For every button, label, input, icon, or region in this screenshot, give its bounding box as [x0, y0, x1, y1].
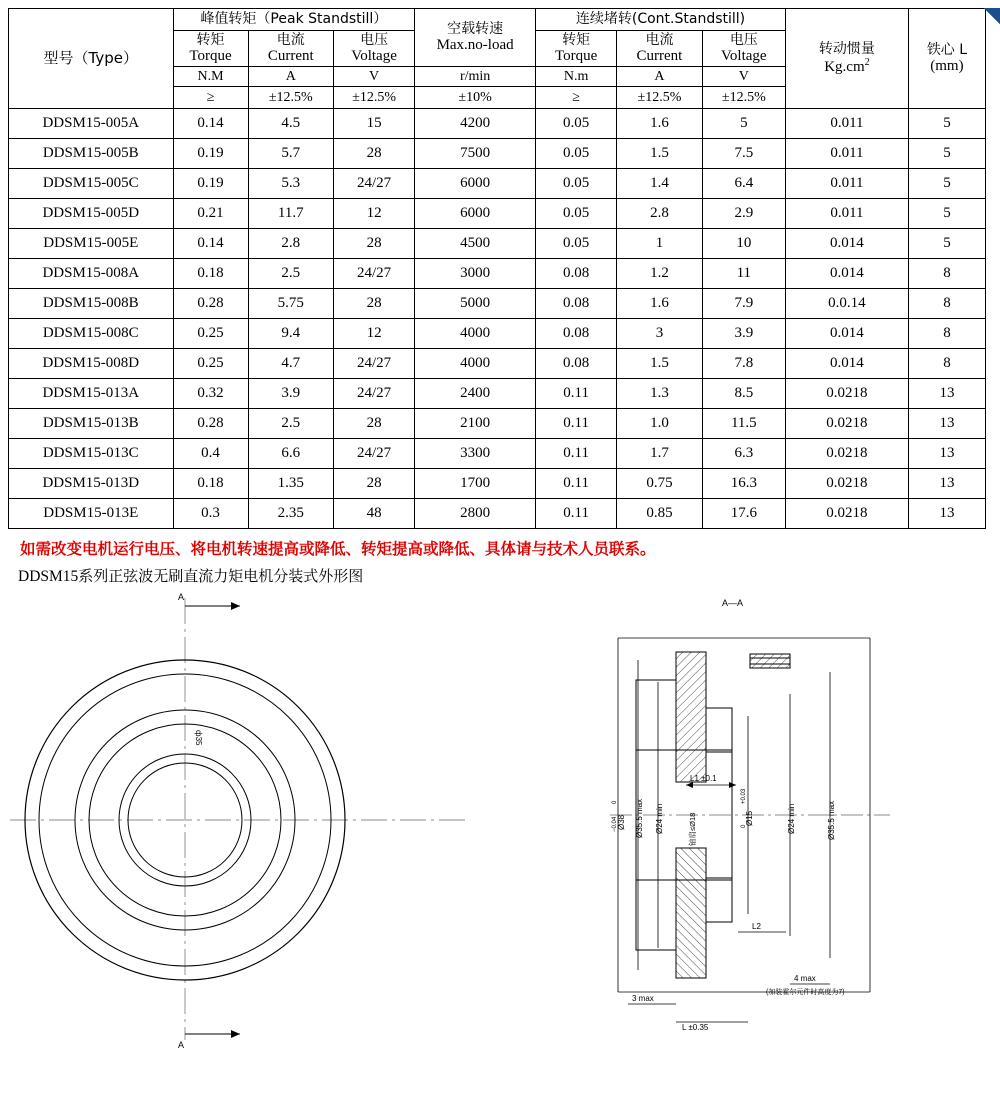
cell-pt: 0.19 — [173, 139, 248, 169]
cell-cc: 1.6 — [617, 109, 702, 139]
cell-cc: 1.0 — [617, 409, 702, 439]
cell-L: 13 — [908, 439, 985, 469]
dim-4max: 4 max — [794, 974, 816, 984]
cell-pv: 28 — [333, 139, 414, 169]
cell-ct: 0.11 — [536, 439, 617, 469]
cell-nl: 6000 — [415, 169, 536, 199]
cell-pc: 5.75 — [248, 289, 333, 319]
cell-cv: 8.5 — [702, 379, 785, 409]
cell-j: 0.014 — [785, 259, 908, 289]
section-view-svg — [490, 590, 990, 1060]
header-cont-torque-en: Torque — [554, 48, 598, 65]
dim-d15: Ø15 — [745, 811, 754, 827]
cell-pt: 0.28 — [173, 289, 248, 319]
cell-j: 0.011 — [785, 109, 908, 139]
cell-pc: 5.3 — [248, 169, 333, 199]
cell-L: 8 — [908, 319, 985, 349]
table-row — [9, 469, 986, 499]
cell-pc: 2.8 — [248, 229, 333, 259]
cell-nl: 3300 — [415, 439, 536, 469]
cell-nl: 2800 — [415, 499, 536, 529]
cell-L: 13 — [908, 409, 985, 439]
cell-pt: 0.28 — [173, 409, 248, 439]
cell-pt: 0.14 — [173, 229, 248, 259]
cell-ct: 0.05 — [536, 199, 617, 229]
header-inertia — [785, 9, 908, 109]
cell-j: 0.0218 — [785, 499, 908, 529]
dim-shaft-shoulder: 铀肩≤Ø18 — [688, 813, 697, 847]
header-core-cn: 铁心 L — [926, 42, 968, 58]
cell-pc: 2.5 — [248, 259, 333, 289]
cell-pt: 0.4 — [173, 439, 248, 469]
red-note: 如需改变电机运行电压、将电机转速提高或降低、转矩提高或降低、具体请与技术人员联系。 — [20, 540, 656, 559]
header-noload-group — [415, 9, 536, 67]
figure-caption — [18, 565, 1000, 586]
cell-type: DDSM15-013A — [9, 379, 174, 409]
dim-3max: 3 max — [632, 994, 654, 1004]
cell-ct: 0.05 — [536, 109, 617, 139]
cell-pc: 2.5 — [248, 409, 333, 439]
header-peak-voltage — [333, 31, 414, 67]
header-cont-torque — [536, 31, 617, 67]
dim-d24-min-right: Ø24 min — [787, 804, 796, 835]
cell-pv: 24/27 — [333, 379, 414, 409]
cell-type: DDSM15-008D — [9, 349, 174, 379]
header-cont-current — [617, 31, 702, 67]
cell-L: 5 — [908, 109, 985, 139]
cell-cc: 0.75 — [617, 469, 702, 499]
cell-cv: 16.3 — [702, 469, 785, 499]
dim-d355-max-left: Ø35.5 max — [635, 799, 644, 839]
cell-type: DDSM15-008A — [9, 259, 174, 289]
caption-cn: 系列正弦波无刷直流力矩电机分装式外形图 — [78, 567, 364, 586]
unit-peak-voltage: V — [333, 67, 414, 87]
header-inertia-cn: 转动惯量 — [818, 41, 875, 57]
cell-cc: 1.5 — [617, 349, 702, 379]
header-cont-group: 连续堵转(Cont.Standstill) — [536, 9, 786, 31]
document-page — [0, 8, 1000, 1106]
header-peak-torque-cn: 转矩 — [196, 32, 225, 48]
cell-L: 8 — [908, 349, 985, 379]
cell-type: DDSM15-005A — [9, 109, 174, 139]
dim-d15-tol-top: +0.03 — [741, 789, 747, 805]
cell-ct: 0.11 — [536, 409, 617, 439]
cell-ct: 0.05 — [536, 139, 617, 169]
cell-pv: 24/27 — [333, 349, 414, 379]
cell-pv: 28 — [333, 469, 414, 499]
table-row — [9, 289, 986, 319]
cell-cc: 1 — [617, 229, 702, 259]
cell-ct: 0.05 — [536, 229, 617, 259]
cell-ct: 0.08 — [536, 319, 617, 349]
cell-cc: 1.4 — [617, 169, 702, 199]
cell-pt: 0.32 — [173, 379, 248, 409]
cell-ct: 0.11 — [536, 499, 617, 529]
cell-L: 13 — [908, 469, 985, 499]
table-row — [9, 409, 986, 439]
header-cont-torque-cn: 转矩 — [562, 32, 591, 48]
cell-cv: 10 — [702, 229, 785, 259]
tol-noload: ±10% — [415, 87, 536, 109]
header-noload-cn: 空载转速 — [447, 21, 504, 37]
cell-pt: 0.25 — [173, 349, 248, 379]
header-peak-torque-en: Torque — [189, 48, 232, 65]
cell-pt: 0.14 — [173, 109, 248, 139]
cell-nl: 1700 — [415, 469, 536, 499]
cell-cv: 7.5 — [702, 139, 785, 169]
cell-L: 5 — [908, 139, 985, 169]
cell-pt: 0.19 — [173, 169, 248, 199]
cell-j: 0.0218 — [785, 469, 908, 499]
cell-pt: 0.18 — [173, 259, 248, 289]
cell-pc: 11.7 — [248, 199, 333, 229]
cell-j: 0.011 — [785, 139, 908, 169]
dim-d38-tol-bot: −0.04 — [612, 817, 618, 833]
cell-ct: 0.08 — [536, 289, 617, 319]
section-title: A—A — [722, 598, 744, 609]
cell-j: 0.011 — [785, 199, 908, 229]
table-row — [9, 229, 986, 259]
header-peak-current-en: Current — [267, 48, 314, 65]
header-cont-current-cn: 电流 — [645, 32, 674, 48]
header-cont-voltage — [702, 31, 785, 67]
cell-pv: 24/27 — [333, 439, 414, 469]
unit-cont-current: A — [617, 67, 702, 87]
header-peak-current — [248, 31, 333, 67]
unit-peak-torque: N.M — [173, 67, 248, 87]
table-row — [9, 139, 986, 169]
cell-ct: 0.08 — [536, 259, 617, 289]
header-peak-torque — [173, 31, 248, 67]
cell-cc: 1.5 — [617, 139, 702, 169]
cell-cv: 6.3 — [702, 439, 785, 469]
tol-peak-voltage: ±12.5% — [333, 87, 414, 109]
table-row — [9, 259, 986, 289]
table-row — [9, 349, 986, 379]
front-view-svg — [0, 590, 480, 1060]
cell-type: DDSM15-013C — [9, 439, 174, 469]
cell-pv: 15 — [333, 109, 414, 139]
cell-nl: 4200 — [415, 109, 536, 139]
header-core — [908, 9, 985, 109]
cell-nl: 3000 — [415, 259, 536, 289]
header-cont-voltage-cn: 电压 — [729, 32, 758, 48]
dim-l1: L1 ±0.1 — [690, 774, 717, 784]
dim-l-total: L ±0.35 — [682, 1023, 709, 1033]
dim-d15-tol-bot: 0 — [741, 825, 747, 829]
cell-pc: 4.5 — [248, 109, 333, 139]
cell-pc: 3.9 — [248, 379, 333, 409]
dim-l2: L2 — [752, 922, 761, 932]
cell-pc: 1.35 — [248, 469, 333, 499]
cell-type: DDSM15-005E — [9, 229, 174, 259]
motor-spec-table — [8, 8, 986, 529]
cell-pv: 28 — [333, 229, 414, 259]
table-row — [9, 109, 986, 139]
cell-cv: 7.8 — [702, 349, 785, 379]
cell-ct: 0.05 — [536, 169, 617, 199]
cell-pv: 24/27 — [333, 259, 414, 289]
dim-d355-max-right: Ø35.5 max — [827, 801, 836, 841]
cell-j: 0.014 — [785, 229, 908, 259]
cell-L: 8 — [908, 289, 985, 319]
cell-type: DDSM15-008B — [9, 289, 174, 319]
cell-L: 5 — [908, 169, 985, 199]
cell-pv: 12 — [333, 199, 414, 229]
cell-nl: 6000 — [415, 199, 536, 229]
unit-cont-voltage: V — [702, 67, 785, 87]
table-row — [9, 499, 986, 529]
cell-cc: 1.7 — [617, 439, 702, 469]
front-view-drawing — [0, 590, 480, 1060]
tol-cont-torque: ≥ — [536, 87, 617, 109]
cell-pv: 28 — [333, 409, 414, 439]
cell-j: 0.011 — [785, 169, 908, 199]
unit-peak-current: A — [248, 67, 333, 87]
tol-cont-current: ±12.5% — [617, 87, 702, 109]
dim-d38-tol-top: 0 — [612, 801, 618, 805]
header-core-unit: (mm) — [930, 58, 964, 75]
page-corner-fold — [984, 8, 1000, 24]
header-cont-voltage-en: Voltage — [721, 48, 767, 65]
cell-ct: 0.11 — [536, 469, 617, 499]
cell-cc: 3 — [617, 319, 702, 349]
cell-pc: 9.4 — [248, 319, 333, 349]
cell-j: 0.0218 — [785, 379, 908, 409]
cell-L: 5 — [908, 199, 985, 229]
header-type: 型号（Type） — [9, 9, 174, 109]
note-hall-height: (加装霍尔元件时高度为7) — [766, 989, 845, 997]
cell-type: DDSM15-005D — [9, 199, 174, 229]
tol-peak-current: ±12.5% — [248, 87, 333, 109]
header-noload-en: Max.no-load — [436, 37, 514, 54]
cell-cv: 11 — [702, 259, 785, 289]
cell-pt: 0.25 — [173, 319, 248, 349]
table-row — [9, 199, 986, 229]
dim-d24-min-left: Ø24 min — [655, 804, 664, 835]
header-cont-current-en: Current — [636, 48, 683, 65]
cell-cc: 1.3 — [617, 379, 702, 409]
cell-type: DDSM15-005B — [9, 139, 174, 169]
tol-peak-torque: ≥ — [173, 87, 248, 109]
cell-pc: 2.35 — [248, 499, 333, 529]
section-mark-top: A — [178, 592, 185, 603]
cell-j: 0.0218 — [785, 439, 908, 469]
cell-cc: 2.8 — [617, 199, 702, 229]
tol-cont-voltage: ±12.5% — [702, 87, 785, 109]
cell-j: 0.014 — [785, 349, 908, 379]
cell-cv: 3.9 — [702, 319, 785, 349]
header-peak-group: 峰值转矩（Peak Standstill） — [173, 9, 415, 31]
cell-j: 0.0218 — [785, 409, 908, 439]
cell-pt: 0.18 — [173, 469, 248, 499]
table-row — [9, 169, 986, 199]
unit-cont-torque: N.m — [536, 67, 617, 87]
header-inertia-sup: 2 — [864, 57, 870, 69]
cell-cv: 6.4 — [702, 169, 785, 199]
cell-nl: 7500 — [415, 139, 536, 169]
cell-L: 13 — [908, 499, 985, 529]
header-peak-voltage-cn: 电压 — [360, 32, 389, 48]
table-row — [9, 439, 986, 469]
cell-cv: 7.9 — [702, 289, 785, 319]
cell-ct: 0.11 — [536, 379, 617, 409]
cell-cv: 11.5 — [702, 409, 785, 439]
table-row — [9, 319, 986, 349]
cell-pv: 28 — [333, 289, 414, 319]
cell-pt: 0.3 — [173, 499, 248, 529]
cell-pc: 4.7 — [248, 349, 333, 379]
cell-pv: 12 — [333, 319, 414, 349]
cell-pt: 0.21 — [173, 199, 248, 229]
cell-cv: 2.9 — [702, 199, 785, 229]
unit-noload: r/min — [415, 67, 536, 87]
cell-pv: 48 — [333, 499, 414, 529]
cell-type: DDSM15-005C — [9, 169, 174, 199]
cell-type: DDSM15-013B — [9, 409, 174, 439]
front-view-diameter-label: ф35 — [194, 730, 203, 746]
dim-d38: Ø38 — [617, 815, 626, 831]
cell-pv: 24/27 — [333, 169, 414, 199]
section-view-drawing — [490, 590, 990, 1060]
outline-drawings — [0, 590, 1000, 1070]
cell-nl: 4000 — [415, 319, 536, 349]
cell-type: DDSM15-013D — [9, 469, 174, 499]
cell-type: DDSM15-013E — [9, 499, 174, 529]
cell-pc: 6.6 — [248, 439, 333, 469]
header-inertia-unit: Kg.cm — [824, 59, 865, 76]
cell-type: DDSM15-008C — [9, 319, 174, 349]
table-row — [9, 379, 986, 409]
cell-pc: 5.7 — [248, 139, 333, 169]
cell-cc: 1.6 — [617, 289, 702, 319]
cell-L: 13 — [908, 379, 985, 409]
header-peak-voltage-en: Voltage — [351, 48, 397, 65]
cell-nl: 4500 — [415, 229, 536, 259]
caption-prefix: DDSM15 — [18, 568, 79, 586]
cell-ct: 0.08 — [536, 349, 617, 379]
cell-nl: 4000 — [415, 349, 536, 379]
cell-j: 0.0.14 — [785, 289, 908, 319]
cell-cv: 17.6 — [702, 499, 785, 529]
cell-cc: 1.2 — [617, 259, 702, 289]
cell-cv: 5 — [702, 109, 785, 139]
cell-j: 0.014 — [785, 319, 908, 349]
section-mark-bottom: A — [178, 1040, 185, 1051]
cell-nl: 2100 — [415, 409, 536, 439]
cell-L: 5 — [908, 229, 985, 259]
cell-nl: 5000 — [415, 289, 536, 319]
header-peak-current-cn: 电流 — [276, 32, 305, 48]
cell-L: 8 — [908, 259, 985, 289]
cell-cc: 0.85 — [617, 499, 702, 529]
cell-nl: 2400 — [415, 379, 536, 409]
